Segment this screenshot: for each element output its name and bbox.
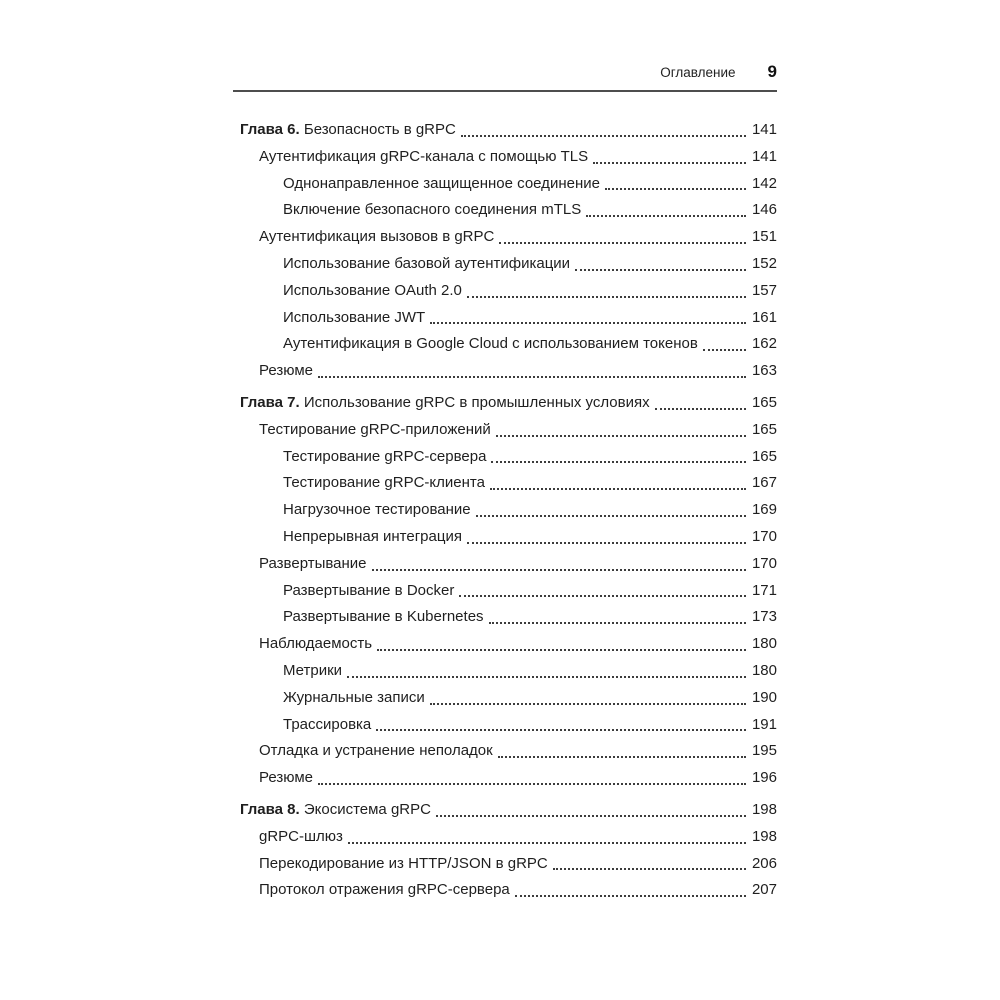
toc-entry-label: Глава 6. Безопасность в gRPC bbox=[240, 121, 456, 138]
toc-entry-label: Глава 7. Использование gRPC в промышленных условиях bbox=[240, 393, 650, 411]
toc-entry-label: Использование JWT bbox=[283, 308, 426, 326]
dot-leader bbox=[347, 676, 746, 678]
dot-leader bbox=[491, 461, 746, 463]
toc-entry-label: Однонаправленное защищенное соединение bbox=[283, 174, 600, 192]
toc-entry bbox=[233, 331, 777, 358]
toc-entry bbox=[233, 524, 777, 551]
toc-entry bbox=[233, 604, 777, 631]
toc-entry-page-number: 161 bbox=[751, 308, 777, 326]
toc-entry-page-number: 195 bbox=[751, 742, 777, 760]
dot-leader bbox=[372, 569, 746, 571]
toc-entry-label: Метрики bbox=[283, 661, 343, 679]
toc-entry-label: Непрерывная интеграция bbox=[283, 527, 462, 545]
toc-entry bbox=[233, 197, 777, 224]
toc-entry-page-number: 152 bbox=[751, 254, 777, 272]
toc-entry-page-number: 190 bbox=[751, 688, 777, 706]
toc-entry bbox=[233, 444, 777, 471]
toc-entry-chapter bbox=[233, 117, 777, 144]
toc-entry-page-number: 165 bbox=[751, 393, 777, 411]
dot-leader bbox=[498, 756, 746, 758]
header-rule bbox=[233, 90, 777, 92]
toc-entry-label: Использование базовой аутентификации bbox=[283, 254, 571, 272]
toc-entry-label: Перекодирование из HTTP/JSON в gRPC bbox=[259, 854, 548, 872]
toc-entry-label: Глава 8. Экосистема gRPC bbox=[240, 800, 431, 818]
toc-entry-label: Использование OAuth 2.0 bbox=[283, 281, 462, 299]
toc-entry-label: gRPC-шлюз bbox=[259, 827, 343, 845]
toc-list bbox=[233, 117, 777, 904]
toc-entry-chapter bbox=[233, 390, 777, 417]
toc-entry-page-number: 165 bbox=[751, 447, 777, 465]
dot-leader bbox=[467, 296, 746, 298]
toc-entry-page-number: 165 bbox=[751, 420, 777, 438]
toc-entry-label: Тестирование gRPC-приложений bbox=[259, 420, 491, 438]
dot-leader bbox=[499, 242, 746, 244]
toc-entry-label: Аутентификация в Google Cloud с использованием токенов bbox=[283, 335, 698, 353]
dot-leader bbox=[376, 729, 746, 731]
dot-leader bbox=[430, 703, 746, 705]
toc-entry-page-number: 180 bbox=[751, 635, 777, 653]
dot-leader bbox=[703, 349, 746, 351]
toc-entry bbox=[233, 578, 777, 605]
toc-entry-page-number: 157 bbox=[751, 281, 777, 299]
dot-leader bbox=[490, 488, 746, 490]
toc-entry-page-number: 207 bbox=[751, 881, 777, 899]
dot-leader bbox=[655, 408, 746, 410]
dot-leader bbox=[605, 188, 746, 190]
toc-entry-page-number: 151 bbox=[751, 228, 777, 246]
toc-entry-page-number: 180 bbox=[751, 661, 777, 679]
dot-leader bbox=[515, 895, 746, 897]
toc-entry bbox=[233, 470, 777, 497]
toc-entry bbox=[233, 278, 777, 305]
toc-entry bbox=[233, 712, 777, 739]
toc-entry bbox=[233, 765, 777, 792]
toc-entry-label: Журнальные записи bbox=[283, 688, 425, 706]
toc-entry-label: Тестирование gRPC-сервера bbox=[283, 447, 487, 465]
dot-leader bbox=[586, 215, 746, 217]
toc-entry bbox=[233, 171, 777, 198]
dot-leader bbox=[318, 783, 746, 785]
toc-entry-label: Трассировка bbox=[283, 715, 372, 733]
dot-leader bbox=[476, 515, 746, 517]
dot-leader bbox=[461, 135, 746, 137]
page-number: 9 bbox=[767, 62, 777, 81]
toc-entry-page-number: 162 bbox=[751, 335, 777, 353]
dot-leader bbox=[436, 815, 746, 817]
toc-entry-label: Аутентификация gRPC-канала с помощью TLS bbox=[259, 147, 589, 165]
toc-entry-page-number: 173 bbox=[751, 608, 777, 626]
dot-leader bbox=[459, 595, 746, 597]
toc-entry-page-number: 142 bbox=[751, 174, 777, 192]
toc-entry-page-number: 206 bbox=[751, 854, 777, 872]
toc-entry-page-number: 171 bbox=[751, 581, 777, 599]
toc-entry-label: Отладка и устранение неполадок bbox=[259, 742, 493, 760]
dot-leader bbox=[467, 542, 746, 544]
chapter-number-prefix: Глава 7. bbox=[240, 393, 304, 411]
dot-leader bbox=[318, 376, 746, 378]
toc-entry-page-number: 141 bbox=[751, 121, 777, 138]
dot-leader bbox=[489, 622, 746, 624]
dot-leader bbox=[575, 269, 746, 271]
toc-entry-page-number: 170 bbox=[751, 554, 777, 572]
toc-entry-label: Резюме bbox=[259, 362, 313, 380]
dot-leader bbox=[553, 868, 746, 870]
dot-leader bbox=[348, 842, 746, 844]
dot-leader bbox=[593, 162, 746, 164]
toc-entry-label: Развертывание bbox=[259, 554, 367, 572]
toc-entry-page-number: 198 bbox=[751, 800, 777, 818]
toc-entry bbox=[233, 631, 777, 658]
toc-entry bbox=[233, 497, 777, 524]
toc-entry-page-number: 169 bbox=[751, 501, 777, 519]
toc-entry-page-number: 170 bbox=[751, 527, 777, 545]
toc-entry bbox=[233, 358, 777, 385]
toc-entry bbox=[233, 824, 777, 851]
toc-entry-label: Нагрузочное тестирование bbox=[283, 501, 471, 519]
toc-entry-label: Аутентификация вызовов в gRPC bbox=[259, 228, 495, 246]
toc-entry bbox=[233, 851, 777, 878]
toc-entry-page-number: 191 bbox=[751, 715, 777, 733]
page-header bbox=[233, 62, 777, 92]
running-title: Оглавление bbox=[660, 65, 736, 80]
toc-entry bbox=[233, 738, 777, 765]
toc-entry-label: Развертывание в Docker bbox=[283, 581, 455, 599]
toc-entry bbox=[233, 658, 777, 685]
toc-entry bbox=[233, 305, 777, 332]
toc-entry bbox=[233, 685, 777, 712]
toc-entry-label: Протокол отражения gRPC-сервера bbox=[259, 881, 510, 899]
toc-entry-label: Наблюдаемость bbox=[259, 635, 373, 653]
chapter-number-prefix: Глава 6. bbox=[240, 121, 304, 138]
toc-entry bbox=[233, 877, 777, 904]
toc-entry-label: Развертывание в Kubernetes bbox=[283, 608, 484, 626]
toc-entry-page-number: 167 bbox=[751, 474, 777, 492]
dot-leader bbox=[496, 435, 746, 437]
dot-leader bbox=[377, 649, 746, 651]
toc-entry bbox=[233, 224, 777, 251]
toc-entry bbox=[233, 251, 777, 278]
dot-leader bbox=[430, 322, 746, 324]
toc-entry bbox=[233, 144, 777, 171]
toc-entry-page-number: 198 bbox=[751, 827, 777, 845]
toc-entry-page-number: 146 bbox=[751, 201, 777, 219]
toc-entry bbox=[233, 417, 777, 444]
toc-entry-label: Тестирование gRPC-клиента bbox=[283, 474, 485, 492]
toc-entry-page-number: 141 bbox=[751, 147, 777, 165]
toc-entry bbox=[233, 551, 777, 578]
chapter-number-prefix: Глава 8. bbox=[240, 800, 304, 818]
toc-entry-page-number: 163 bbox=[751, 362, 777, 380]
toc-entry-label: Включение безопасного соединения mTLS bbox=[283, 201, 582, 219]
toc-entry-chapter bbox=[233, 797, 777, 824]
running-head-row bbox=[233, 62, 777, 82]
toc-entry-label: Резюме bbox=[259, 769, 313, 787]
toc-entry-page-number: 196 bbox=[751, 769, 777, 787]
